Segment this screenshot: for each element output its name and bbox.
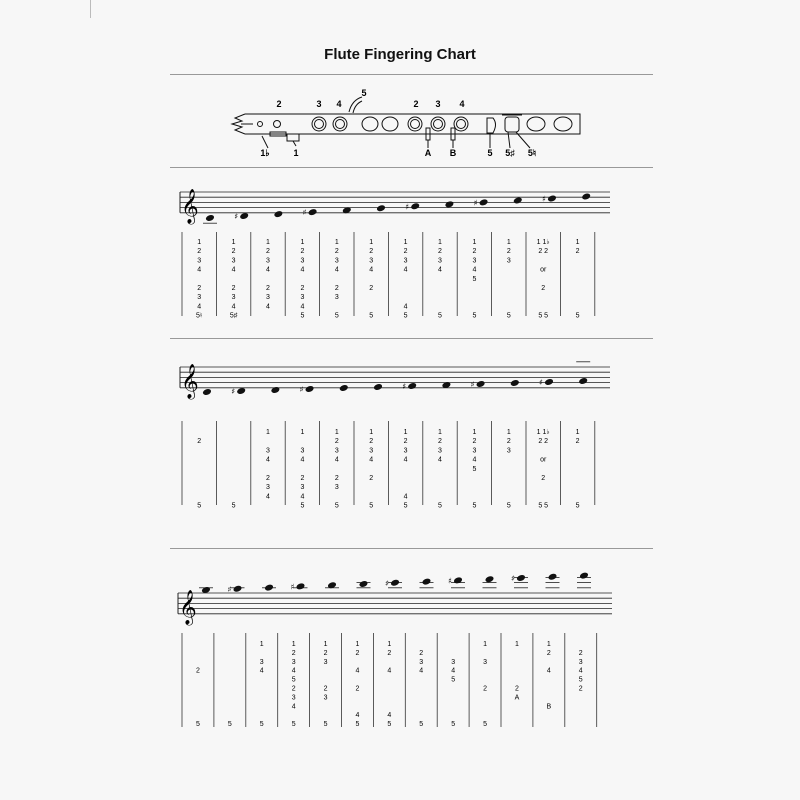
fingering-digit: 4 (403, 266, 408, 274)
diagram-bottom-label: 1 (293, 148, 299, 158)
section-3 (178, 572, 612, 729)
fingering-digit: 4 (259, 667, 264, 675)
fingering-digit: 2 (334, 248, 339, 256)
fingering-digit: 5 (403, 502, 408, 510)
fingering-digit: 1 (266, 429, 270, 436)
fingering-digit: 5 (259, 721, 264, 729)
fingering-digit: 5 (472, 465, 477, 473)
diagram-top-label: 4 (459, 99, 465, 109)
fingering-digit: 1 (575, 429, 580, 436)
note-head (479, 198, 489, 206)
fingering-digit: 4 (578, 667, 583, 675)
sharp-icon: ♯ (470, 380, 475, 389)
diagram-bottom-label: 5♯ (505, 148, 515, 158)
sharp-icon: ♯ (405, 202, 410, 212)
fingering-digit: 5♯ (229, 312, 238, 320)
fingering-digit: 4 (451, 667, 456, 675)
fingering-digit: 5 (451, 721, 456, 729)
fingering-digit: 5 (438, 502, 442, 510)
fingering-digit: 2 (197, 285, 202, 292)
fingering-digit: 3 (334, 484, 339, 492)
fingering-digit: 4 (334, 456, 339, 464)
fingering-digit: 3 (291, 658, 296, 666)
fingering-digit: 2 2 (538, 248, 549, 256)
diagram-top-label: 3 (435, 99, 441, 109)
fingering-digit: 2 (291, 649, 296, 657)
fingering-digit: 4 (438, 456, 442, 464)
fingering-digit: 3 (266, 257, 270, 265)
fingering-digit: 2 (483, 685, 488, 693)
fingering-digit: 5 (195, 721, 200, 729)
note-head (270, 386, 280, 394)
fingering-digit: 4 (472, 266, 477, 274)
fingering-digit: 2 (300, 475, 305, 482)
fingering-digit: 5 5 (538, 312, 549, 320)
fingering-digit: 3 (419, 658, 424, 666)
fingering-digit: 5 (483, 721, 488, 729)
note-head (581, 192, 591, 200)
sharp-icon: ♯ (402, 382, 407, 391)
sharp-icon: ♯ (290, 582, 295, 592)
fingering-digit: 4 (403, 303, 408, 311)
fingering-digit: 2 (323, 649, 328, 657)
fingering-digit: 3 (197, 257, 202, 265)
fingering-digit: 3 (300, 294, 305, 302)
fingering-digit: 1 (291, 641, 296, 648)
fingering-digit: 2 (575, 438, 580, 446)
note-head (296, 582, 306, 590)
fingering-digit: 5 (438, 312, 442, 320)
fingering-digit: 1 (300, 239, 305, 246)
note-head (264, 584, 274, 592)
fingering-digit: 5 (369, 502, 374, 510)
fingering-digit: 2 (575, 248, 580, 256)
fingering-digit: 1 (506, 429, 511, 436)
fingering-digit: 5 (300, 312, 305, 320)
fingering-digit: 3 (369, 447, 374, 455)
treble-clef-icon: 𝄞 (181, 364, 199, 399)
fingering-digit: 4 (438, 266, 442, 274)
fingering-digit: 2 (369, 475, 374, 482)
fingering-digit: 5 (575, 502, 580, 510)
fingering-digit: 4 (355, 667, 360, 675)
fingering-digit: A (514, 694, 520, 702)
fingering-digit: 2 (369, 438, 374, 446)
fingering-digit: 5 (506, 312, 511, 320)
fingering-digit: 2 (266, 248, 270, 256)
fingering-digit: 5 (575, 312, 580, 320)
fingering-digit: 3 (266, 447, 270, 455)
sharp-icon: ♯ (234, 212, 239, 222)
sharp-icon: ♯ (473, 198, 478, 208)
fingering-digit: 4 (300, 493, 305, 501)
note-head (376, 204, 386, 212)
note-head (578, 377, 588, 385)
diagram-bottom-label: B (449, 148, 457, 158)
fingering-digit: or (540, 266, 547, 274)
fingering-digit: 1 (369, 239, 374, 246)
fingering-digit: 2 (541, 285, 546, 292)
diagram-bottom-label: 5♮ (527, 148, 537, 158)
fingering-digit: 1 (575, 239, 580, 246)
fingering-digit: 3 (231, 257, 236, 265)
fingering-digit: 3 (231, 294, 236, 302)
fingering-digit: 4 (197, 303, 202, 311)
fingering-digit: 3 (451, 658, 456, 666)
fingering-digit: 5 (231, 502, 236, 510)
fingering-digit: 4 (266, 493, 270, 501)
fingering-digit: 2 (355, 685, 360, 693)
fingering-digit: 1 1♭ (536, 239, 550, 246)
fingering-digit: 3 (300, 447, 305, 455)
note-head (476, 380, 486, 388)
fingering-digit: 5 (506, 502, 511, 510)
note-head (339, 384, 349, 392)
fingering-digit: 2 (506, 248, 511, 256)
fingering-digit: 3 (266, 484, 270, 492)
note-head (510, 379, 520, 387)
note-head (239, 212, 249, 220)
diagram-top-label: 4 (336, 99, 342, 109)
fingering-digit: B (546, 703, 552, 711)
note-head (233, 585, 243, 593)
fingering-digit: 1 (197, 239, 202, 246)
fingering-digit: 1 (355, 641, 360, 648)
fingering-digit: 1 (300, 429, 305, 436)
note-head (444, 200, 454, 208)
fingering-digit: 4 (291, 667, 296, 675)
fingering-digit: 2 (419, 649, 424, 657)
fingering-digit: 4 (387, 712, 392, 720)
section-1 (180, 189, 610, 320)
fingering-digit: 2 (355, 649, 360, 657)
fingering-digit: 5 (472, 312, 477, 320)
fingering-digit: 2 (546, 649, 551, 657)
fingering-digit: 4 (546, 667, 551, 675)
fingering-digit: 1 (387, 641, 392, 648)
fingering-digit: 4 (419, 667, 424, 675)
fingering-digit: 4 (266, 266, 270, 274)
fingering-digit: 1 (369, 429, 374, 436)
fingering-digit: 2 (387, 649, 392, 657)
fingering-digit: 2 (231, 248, 236, 256)
fingering-digit: 1 (472, 429, 477, 436)
fingering-digit: 5 (323, 721, 328, 729)
fingering-digit: 2 (334, 475, 339, 482)
fingering-digit: 5 5 (538, 502, 549, 510)
sharp-icon: ♯ (511, 574, 515, 583)
fingering-digit: 4 (300, 303, 305, 311)
fingering-digit: 3 (506, 447, 511, 455)
note-head (516, 574, 526, 582)
fingering-digit: 1 (514, 641, 519, 648)
fingering-digit: 2 (231, 285, 236, 292)
note-head (547, 194, 557, 202)
fingering-digit: 2 (403, 438, 408, 446)
diagram-bottom-label: A (424, 148, 432, 158)
fingering-digit: 4 (300, 266, 305, 274)
fingering-digit: 1 (403, 429, 408, 436)
fingering-digit: 3 (369, 257, 374, 265)
fingering-digit: 4 (369, 456, 374, 464)
fingering-digit: 4 (472, 456, 477, 464)
fingering-digit: 2 (334, 285, 339, 292)
diagram-top-label: 2 (413, 99, 419, 109)
fingering-digit: 3 (438, 447, 442, 455)
fingering-digit: 5 (419, 721, 424, 729)
fingering-digit: 5 (472, 502, 477, 510)
sharp-icon: ♯ (539, 378, 543, 387)
fingering-digit: 3 (438, 257, 442, 265)
fingering-digit: 1 (483, 641, 488, 648)
fingering-digit: 2 (472, 248, 477, 256)
fingering-digit: 1 (259, 641, 264, 648)
fingering-digit: 2 (197, 248, 202, 256)
fingering-digit: 1 (323, 641, 328, 648)
fingering-digit: 2 (472, 438, 477, 446)
fingering-digit: 5 (578, 676, 583, 684)
sharp-icon: ♯ (385, 578, 389, 588)
diagram-top-label: 2 (276, 99, 282, 109)
diagram-top-label: 5 (361, 88, 367, 98)
section-2 (180, 362, 610, 510)
note-head (308, 208, 318, 216)
fingering-digit: 3 (323, 658, 328, 666)
note-head (390, 579, 400, 587)
fingering-digit: 5♮ (195, 312, 203, 320)
fingering-digit: 5 (291, 721, 296, 729)
fingering-digit: 5 (291, 676, 296, 684)
fingering-digit: 3 (578, 658, 583, 666)
fingering-digit: 3 (197, 294, 202, 302)
sharp-icon: ♯ (302, 208, 307, 218)
fingering-digit: 5 (369, 312, 374, 320)
fingering-digit: 2 (438, 438, 442, 446)
fingering-digit: 4 (291, 703, 296, 711)
fingering-digit: 2 2 (538, 438, 549, 446)
diagram-top-label: 3 (316, 99, 322, 109)
fingering-digit: 3 (506, 257, 511, 265)
fingering-digit: 3 (403, 447, 408, 455)
fingering-digit: 1 (266, 239, 270, 246)
fingering-digit: 1 (472, 239, 477, 246)
fingering-digit: 2 (323, 685, 328, 693)
fingering-digit: 4 (403, 493, 408, 501)
fingering-digit: 5 (451, 676, 456, 684)
fingering-digit: 1 (546, 641, 551, 648)
fingering-digit: 3 (483, 658, 488, 666)
sharp-icon: ♯ (299, 385, 304, 394)
page-title: Flute Fingering Chart (324, 46, 476, 63)
sharp-icon: ♯ (227, 584, 232, 594)
fingering-digit: 2 (369, 248, 374, 256)
diagram-bottom-label: 5 (487, 148, 493, 158)
fingering-digit: 3 (334, 447, 339, 455)
fingering-digit: 4 (266, 456, 270, 464)
note-head (453, 576, 463, 584)
fingering-digit: 1 (506, 239, 511, 246)
note-head (305, 385, 315, 393)
fingering-digit: 1 (438, 239, 442, 246)
fingering-digit: 1 1♭ (536, 429, 550, 436)
fingering-digit: 2 (578, 685, 583, 693)
fingering-digit: 2 (514, 685, 519, 693)
fingering-digit: 1 (334, 239, 339, 246)
fingering-digit: 2 (195, 667, 200, 675)
fingering-digit: 4 (387, 667, 392, 675)
fingering-digit: 2 (334, 438, 339, 446)
note-head (410, 202, 420, 210)
sharp-icon: ♯ (542, 194, 546, 204)
note-head (273, 210, 283, 218)
fingering-digit: 2 (291, 685, 296, 693)
sharp-icon: ♯ (231, 387, 236, 396)
note-head (422, 578, 432, 586)
note-head (373, 383, 383, 391)
note-head (202, 388, 212, 396)
fingering-digit: 3 (472, 257, 477, 265)
fingering-digit: 5 (403, 312, 408, 320)
fingering-digit: 1 (438, 429, 442, 436)
fingering-digit: 3 (334, 257, 339, 265)
fingering-digit: 4 (197, 266, 202, 274)
fingering-digit: 2 (506, 438, 511, 446)
note-head (205, 214, 215, 222)
diagram-bottom-label: 1♭ (260, 148, 270, 158)
treble-clef-icon: 𝄞 (181, 189, 199, 224)
fingering-digit: 2 (300, 285, 305, 292)
fingering-digit: 3 (291, 694, 296, 702)
note-head (544, 378, 554, 386)
fingering-digit: 1 (403, 239, 408, 246)
fingering-digit: 3 (403, 257, 408, 265)
note-head (548, 573, 558, 581)
fingering-digit: 1 (334, 429, 339, 436)
fingering-digit: 3 (334, 294, 339, 302)
fingering-digit: 4 (355, 712, 360, 720)
note-head (407, 382, 417, 390)
fingering-digit: 2 (197, 438, 202, 446)
fingering-digit: 3 (259, 658, 264, 666)
fingering-digit: 4 (300, 456, 305, 464)
fingering-digit: 2 (266, 475, 270, 482)
fingering-digit: 5 (355, 721, 360, 729)
note-head (579, 572, 589, 580)
sharp-icon: ♯ (448, 576, 452, 586)
fingering-digit: 3 (472, 447, 477, 455)
treble-clef-icon: 𝄞 (179, 590, 197, 625)
fingering-digit: 5 (334, 502, 339, 510)
fingering-digit: 2 (369, 285, 374, 292)
fingering-digit: 5 (334, 312, 339, 320)
fingering-digit: 3 (300, 484, 305, 492)
fingering-digit: 3 (300, 257, 305, 265)
fingering-digit: 2 (578, 649, 583, 657)
fingering-digit: 5 (227, 721, 232, 729)
fingering-digit: 5 (472, 275, 477, 283)
fingering-digit: 2 (541, 475, 546, 482)
fingering-digit: or (540, 456, 547, 464)
fingering-digit: 4 (231, 303, 236, 311)
fingering-digit: 2 (438, 248, 442, 256)
fingering-digit: 2 (266, 285, 270, 292)
fingering-digit: 4 (266, 303, 270, 311)
fingering-digit: 5 (300, 502, 305, 510)
fingering-digit: 2 (300, 248, 305, 256)
fingering-digit: 5 (387, 721, 392, 729)
fingering-digit: 4 (231, 266, 236, 274)
fingering-digit: 4 (334, 266, 339, 274)
fingering-digit: 1 (231, 239, 236, 246)
fingering-digit: 3 (266, 294, 270, 302)
fingering-digit: 2 (403, 248, 408, 256)
note-head (513, 196, 523, 204)
fingering-digit: 4 (369, 266, 374, 274)
fingering-digit: 5 (197, 502, 202, 510)
fingering-digit: 3 (323, 694, 328, 702)
note-head (485, 575, 495, 583)
fingering-digit: 4 (403, 456, 408, 464)
note-head (359, 580, 369, 588)
